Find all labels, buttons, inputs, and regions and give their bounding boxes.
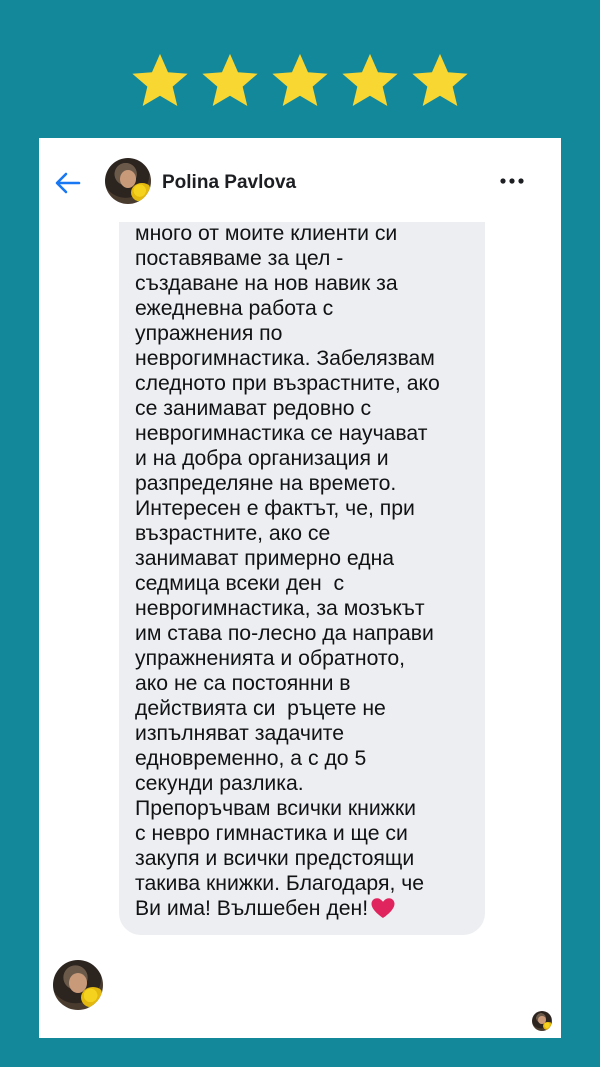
heart-icon <box>370 897 396 919</box>
message-text <box>135 196 471 921</box>
arrow-left-icon[interactable] <box>51 166 85 200</box>
message-body: много от моите клиенти си поставяваме за цел - създаване на нов навик за ежедневна работа с упражнения по неврогимнастика. Забелязвам следното при възрастните, ако се занимават редовно с неврогимнастика се научават и на добра организация и разпределяне на времето. Интересен е фактът, че, при възрастните, ако се занимават примерно една седмица всеки ден с неврогимнастика, за мозъкът им става по-лесно да направи упражненията и обратното, ако не са постоянни в действията си ръцете не изпълняват задачите едновременно, а с до 5 секунди разлика. Препоръчвам всички книжки с невро гимнастика и ще си закупя и всички предстоящи такива книжки. Благодаря, че Ви има! Вълшебен ден! <box>135 222 440 920</box>
star-icon <box>129 50 191 112</box>
more-horizontal-icon[interactable] <box>499 176 525 186</box>
star-icon <box>409 50 471 112</box>
chat-header <box>39 138 561 222</box>
chat-screenshot <box>39 138 561 1038</box>
user-name[interactable]: Polina Pavlova <box>162 172 297 193</box>
sender-avatar[interactable] <box>53 960 103 1010</box>
avatar[interactable] <box>105 158 151 204</box>
five-star-rating <box>0 50 600 112</box>
message-bubble[interactable] <box>119 178 485 935</box>
seen-avatar <box>532 1011 552 1031</box>
star-icon <box>199 50 261 112</box>
star-icon <box>269 50 331 112</box>
star-icon <box>339 50 401 112</box>
